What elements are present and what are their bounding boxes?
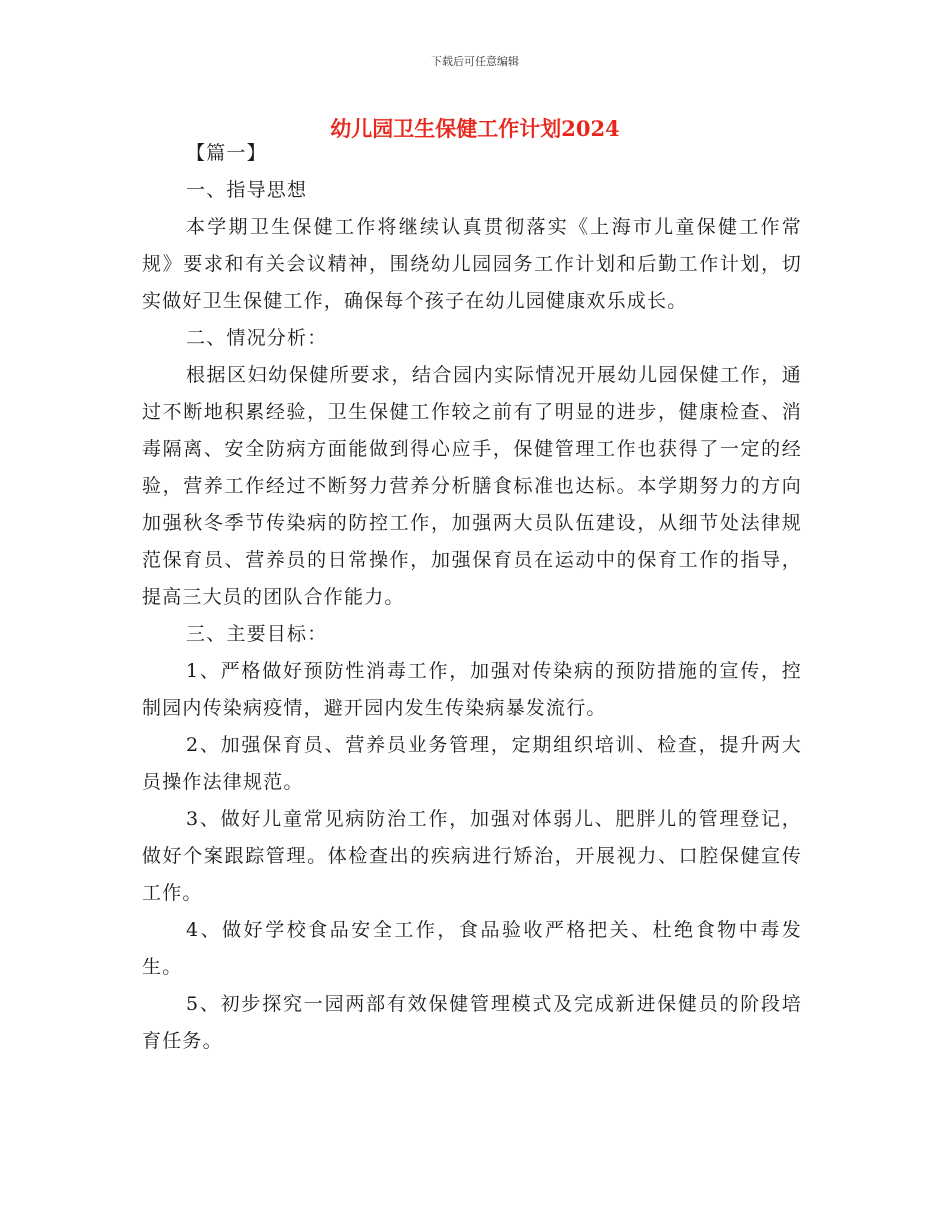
header-note: 下载后可任意编辑 <box>431 55 519 68</box>
paragraph-guiding-thought: 本学期卫生保健工作将继续认真贯彻落实《上海市儿童保健工作常规》要求和有关会议精神，围绕幼儿园园务工作计划和后勤工作计划，切实做好卫生保健工作，确保每个孩子在幼儿园健康欢乐成长。 <box>142 216 802 312</box>
heading-main-goals: 三、主要目标： <box>186 623 328 645</box>
document-title: 幼儿园卫生保健工作计划2024 <box>330 116 620 141</box>
section-tag: 【篇一】 <box>186 142 267 164</box>
heading-situation-analysis: 二、情况分析： <box>186 327 328 349</box>
goal-item-1: 1、严格做好预防性消毒工作，加强对传染病的预防措施的宣传，控制园内传染病疫情，避开园内发生传染病暴发流行。 <box>142 660 802 719</box>
heading-guiding-thought: 一、指导思想 <box>186 179 308 201</box>
paragraph-situation-analysis: 根据区妇幼保健所要求，结合园内实际情况开展幼儿园保健工作，通过不断地积累经验，卫生保健工作较之前有了明显的进步，健康检查、消毒隔离、安全防病方面能做到得心应手，保健管理工作也获得了一定的经验，营养工作经过不断努力营养分析膳食标准也达标。本学期努力的方向加强秋冬季节传染病的防控工作，加强两大员队伍建设，从细节处法律规范保育员、营养员的日常操作，加强保育员在运动中的保育工作的指导，提高三大员的团队合作能力。 <box>142 364 802 608</box>
goal-item-4: 4、做好学校食品安全工作，食品验收严格把关、杜绝食物中毒发生。 <box>142 919 802 978</box>
goal-item-5: 5、初步探究一园两部有效保健管理模式及完成新进保健员的阶段培育任务。 <box>142 993 802 1052</box>
goal-item-2: 2、加强保育员、营养员业务管理，定期组织培训、检查，提升两大员操作法律规范。 <box>142 734 802 793</box>
document-body <box>142 135 802 1060</box>
goal-item-3: 3、做好儿童常见病防治工作，加强对体弱儿、肥胖儿的管理登记，做好个案跟踪管理。体检查出的疾病进行矫治，开展视力、口腔保健宣传工作。 <box>142 808 802 904</box>
